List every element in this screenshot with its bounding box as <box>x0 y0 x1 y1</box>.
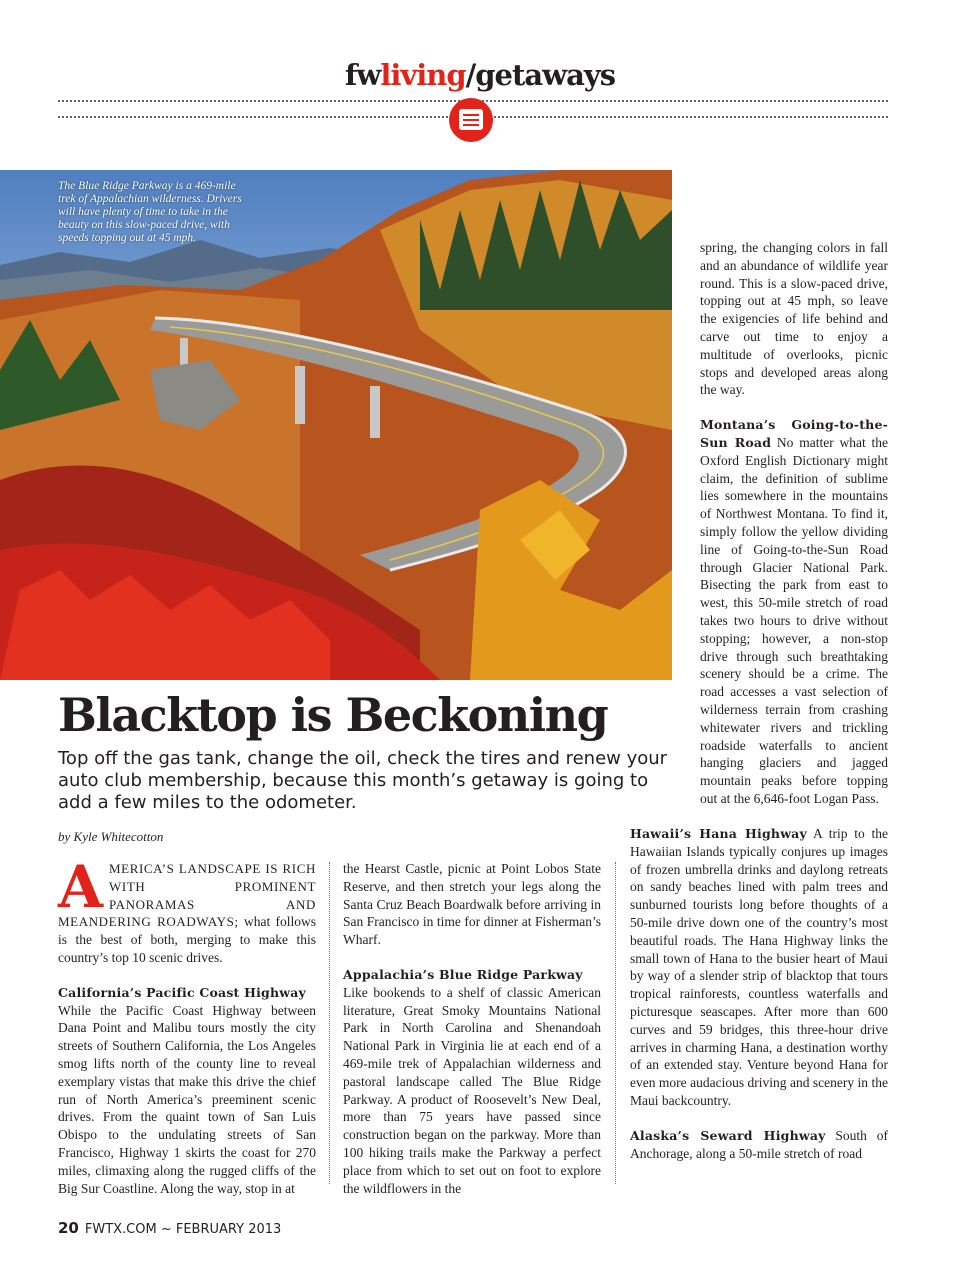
column-divider-1 <box>329 862 330 1184</box>
byline: by Kyle Whitecotton <box>58 829 164 844</box>
column-2 <box>343 860 601 1214</box>
intro-rest: what follows is the best of both, merging to make this country’s top 10 scenic drives. <box>58 914 316 965</box>
deck: Top off the gas tank, change the oil, check the tires and renew your auto club membership, because this month’s getaway is going to add a few miles to the odometer. <box>58 748 668 813</box>
montana-paragraph <box>700 416 888 808</box>
hero-photo <box>0 170 672 680</box>
hawaii-body: A trip to the Hawaiian Islands typically conjures up images of frozen umbrella drinks and daylong retreats on sandy beaches lined with palm trees and sunburned tourists long before thoughts of a 50-mile drive down one of the country’s most beautiful roads. The Hana Highway links the small town of Hana to the busier heart of Maui by way of a slender strip of blacktop that tours tropical rainforests, countless waterfalls and picturesque seascapes. After more than 600 curves and 59 bridges, this three-hour drive arrives in charming Hana, a destination worthy of an extended stay. Venture beyond Hana for even more audacious driving and scenery in the Maui backcountry. <box>630 826 889 1108</box>
california-continued: the Hearst Castle, picnic at Point Lobos State Reserve, and then stretch your legs along the Santa Cruz Beach Boardwalk before arriving in San Francisco in time for dinner at Fisherman’s Wharf. <box>343 861 601 948</box>
column-1 <box>58 853 316 1214</box>
page-number: 20 <box>58 1219 79 1237</box>
column-3 <box>630 825 888 1179</box>
headline: Blacktop is Beckoning <box>58 688 608 742</box>
column-right <box>700 239 888 825</box>
alaska-body: South of Anchorage, along a 50-mile stretch of road <box>630 1127 888 1161</box>
appalachia-body: Like bookends to a shelf of classic American literature, Great Smoky Mountains National Park in North Carolina and Shenandoah National Park in Virginia lie at each end of a 469-mile trek of Appalachian wilderness and pastoral landscape called The Blue Ridge Parkway. A product of Roosevelt’s New Deal, more than 75 years have passed since construction began on the parkway. More than 100 hiking trails make the Parkway a perfect place from which to set out on foot to explore the wildflowers in the <box>343 984 601 1196</box>
montana-body: No matter what the Oxford English Dictionary might claim, the definition of sublime lies somewhere in the mountains of Northwest Montana. To find it, simply follow the yellow dividing line of Going-to-the-Sun Road through Glacier National Park. Bisecting the park from east to west, this 50-mile stretch of road takes two hours to drive without stopping; however, a non-stop drive through such breathtaking scenery should be a crime. The road accesses a vast selection of wilderness terrain from crashing whitewater rivers and trickling roadside waterfalls to ancient hanging glaciers and jagged mountain peaks before topping out at the 6,646-foot Logan Pass. <box>700 434 888 806</box>
publication-info: FWTX.COM ~ FEBRUARY 2013 <box>84 1222 282 1237</box>
section-title <box>0 58 960 92</box>
column-divider-2 <box>615 862 616 1184</box>
section-accent: living <box>380 58 466 92</box>
hawaii-subhead: Hawaii’s Hana Highway <box>630 826 807 841</box>
appalachia-subhead: Appalachia’s Blue Ridge Parkway <box>343 966 583 982</box>
hawaii-paragraph <box>630 825 888 1110</box>
page-footer <box>58 1219 281 1237</box>
appalachia-continued: spring, the changing colors in fall and an abundance of wildlife year round. This is a slow-paced drive, topping out at 45 mph, so leave the exigencies of life behind and carve out time to enjoy a multitude of overlooks, picnic stops and developed areas along the way. <box>700 240 888 398</box>
photo-caption: The Blue Ridge Parkway is a 469-mile trek of Appalachian wilderness. Drivers will have plenty of time to take in the beauty on this slow-paced drive, with speeds topping out at 45 mph. <box>58 180 242 244</box>
section-prefix: fw <box>344 58 381 92</box>
california-paragraph <box>58 984 316 1198</box>
alaska-paragraph <box>630 1127 888 1163</box>
suitcase-icon <box>449 98 493 142</box>
section-suffix: /getaways <box>465 58 616 92</box>
drop-cap: A <box>58 853 104 921</box>
intro-paragraph <box>58 853 316 967</box>
montana-subhead: Montana’s Going-to-the-Sun Road <box>700 417 888 450</box>
intro-smallcaps: MERICA’S LANDSCAPE IS RICH WITH PROMINENT PANORAMAS AND MEANDERING ROADWAYS; <box>58 861 316 930</box>
california-body: While the Pacific Coast Highway between Dana Point and Malibu tours mostly the city streets of Southern California, the Los Angeles smog lifts north of the county line to reveal exemplary vistas that make this drive the chief run of North America’s preeminent scenic drives. From the quaint town of San Luis Obispo to the undulating streets of San Francisco, Highway 1 skirts the coast for 270 miles, climaxing along the rugged cliffs of the Big Sur Coastline. Along the way, stop in at <box>58 1002 316 1196</box>
alaska-subhead: Alaska’s Seward Highway <box>630 1127 826 1143</box>
appalachia-paragraph <box>343 966 601 1197</box>
california-subhead: California’s Pacific Coast Highway <box>58 984 306 1000</box>
parkway-illustration <box>0 170 672 680</box>
